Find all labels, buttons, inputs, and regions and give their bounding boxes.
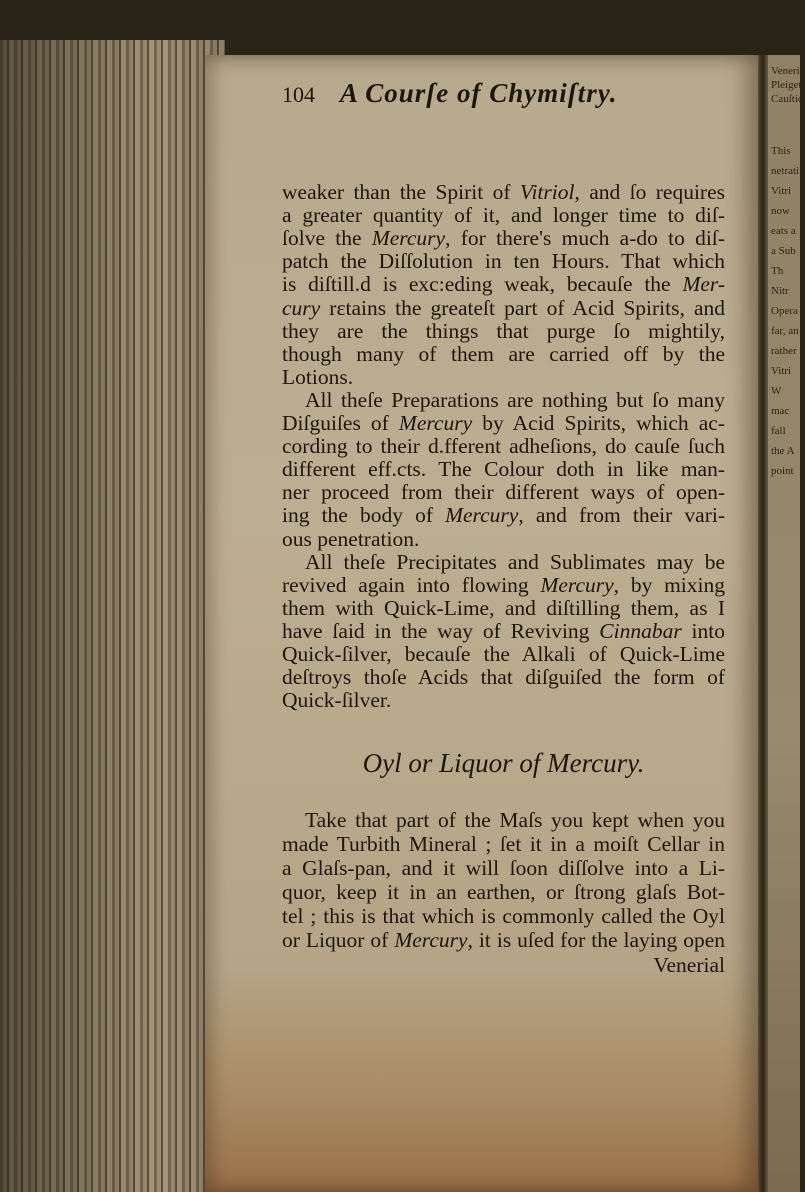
facing-page-fragment: mac: [771, 405, 790, 417]
text-line: weaker than the Spirit of Vitriol, and ſo requires: [282, 180, 725, 204]
text-line: them with Quick-Lime, and diſtilling them, as I: [282, 595, 725, 620]
text-line: patch the Diſſolution in ten Hours. That which: [282, 249, 725, 274]
text-line: All theſe Precipitates and Sublimates may be: [305, 549, 725, 574]
page-stack-shadow: [0, 40, 225, 1192]
page-header: [282, 78, 722, 108]
facing-page-fragment: eats a: [771, 225, 796, 237]
text-line: Quick-ſilver, becauſe the Alkali of Quick-Lime: [282, 642, 725, 666]
facing-page-fragment: rather: [771, 345, 797, 357]
text-line: have ſaid in the way of Reviving Cinnabar into: [282, 618, 726, 643]
facing-page-fragment: Cauſtic: [771, 93, 803, 105]
facing-page-fragment: Nitr: [771, 285, 789, 297]
text-line: different eff.cts. The Colour doth in like man-: [282, 457, 725, 482]
catchword: Venerial: [653, 953, 725, 977]
page-number: 104: [282, 82, 315, 107]
facing-page-fragment: This: [771, 145, 791, 157]
facing-page-fragment: Pleiget: [771, 79, 802, 91]
facing-page-fragment: Opera: [771, 305, 798, 317]
running-title: A Courſe of Chymiſtry.: [340, 78, 618, 108]
text-line: quor, keep it in an earthen, or ſtrong glaſs Bot-: [282, 880, 725, 904]
book-gutter: [758, 55, 768, 1192]
text-line: ous penetration.: [282, 526, 420, 551]
text-line: they are the things that purge ſo mightily,: [282, 318, 725, 343]
text-line: a Glaſs-pan, and it will ſoon diſſolve into a Li-: [282, 856, 725, 880]
facing-page-fragment: Vitri: [771, 185, 792, 197]
text-line: cury rεtains the greateſt part of Acid Spirits, and: [282, 295, 725, 320]
text-line: ſolve the Mercury, for there's much a-do to diſ-: [282, 226, 726, 251]
facing-page-fragment: the A: [771, 445, 795, 457]
text-line: though many of them are carried off by the: [282, 341, 725, 366]
text-line: Diſguiſes of Mercury by Acid Spirits, which ac-: [282, 411, 725, 435]
facing-page: [768, 55, 805, 1192]
text-line: or Liquor of Mercury, it is uſed for the laying open: [282, 928, 726, 952]
text-line: made Turbith Mineral ; ſet it in a moiſt Cellar in: [282, 832, 725, 856]
text-line: a greater quantity of it, and longer time to diſ-: [282, 203, 725, 228]
section-heading: Oyl or Liquor of Mercury.: [362, 748, 645, 778]
facing-page-fragment: now: [771, 205, 790, 217]
facing-page-fragment: Th: [771, 265, 784, 277]
text-line: deſtroys thoſe Acids that diſguiſed the form of: [282, 665, 725, 690]
text-line: Take that part of the Maſs you kept when you: [305, 808, 725, 832]
facing-page-fragment: netrati: [771, 165, 800, 177]
text-line: cording to their d.fferent adheſions, do cauſe ſuch: [282, 434, 725, 459]
facing-page-fragment: W: [771, 385, 782, 397]
text-line: is diſtill.d is exc:eding weak, becauſe the Mer-: [282, 272, 725, 297]
facing-page-fragment: a Sub: [771, 245, 796, 257]
text-line: Quick-ſilver.: [282, 688, 392, 713]
facing-page-fragment: Vitri: [771, 365, 792, 377]
facing-page-fragment: Veneria: [771, 65, 805, 77]
text-line: ing the body of Mercury, and from their vari-: [282, 503, 725, 528]
text-line: revived again into flowing Mercury, by mixing: [282, 572, 726, 597]
text-line: Lotions.: [282, 364, 354, 389]
text-line: ner proceed from their different ways of open-: [282, 480, 725, 505]
facing-page-fragment: far, an: [771, 325, 799, 337]
facing-page-fragment: point: [771, 465, 794, 477]
text-line: All theſe Preparations are nothing but ſo many: [305, 387, 725, 412]
facing-page-fragment: fall: [771, 425, 786, 437]
text-line: tel ; this is that which is commonly called the Oyl: [282, 904, 725, 928]
